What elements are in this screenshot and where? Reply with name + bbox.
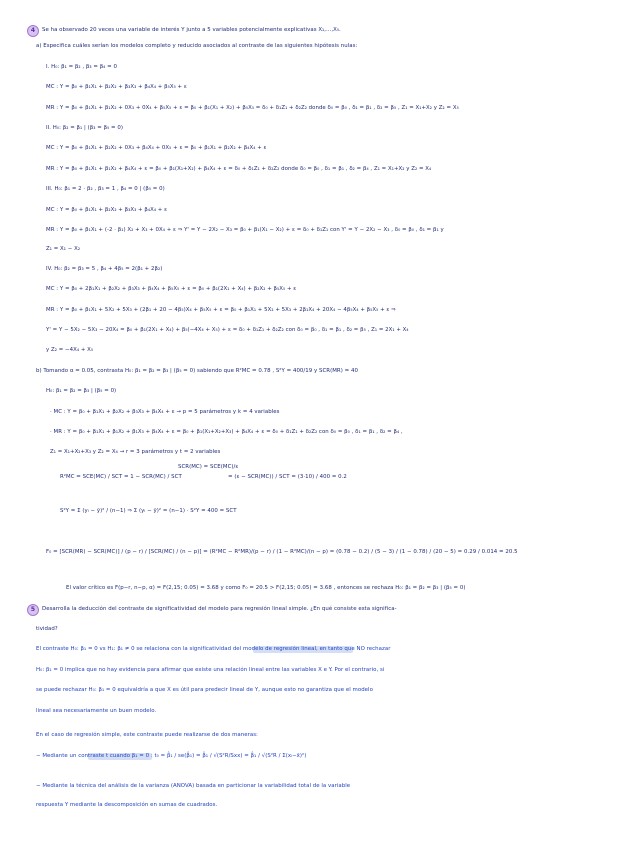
hyp-IV-mr-line3: y Z₂ = −4X₄ + X₅ <box>46 347 94 353</box>
b-reduced-model-line1: · MR : Y = β₀ + β₁X₁ + β₁X₂ + β₁X₃ + β₄X₄ + ε = β₀ + β₁(X₁+X₂+X₃) + β₄X₄ + ε = δ₀ + δ₁Z₁ + δ₂Z₂ con δ₀ = β₀ , δ₁ = β₁ , δ₂ = β₄ , <box>50 429 403 435</box>
q5-method-anova-line2: respuesta Y mediante la descomposición en sumas de cuadrados. <box>36 802 218 808</box>
b-complete-model: · MC : Y = β₀ + β₁X₁ + β₂X₂ + β₃X₃ + β₄X₄ + ε → p = 5 parámetros y k = 4 variables <box>50 409 280 415</box>
b-r2-left: R²MC = SCE(MC) / SCT = 1 − SCR(MC) / SCT <box>60 474 182 480</box>
q5-answer-line4: lineal sea necesariamente un buen modelo. <box>36 708 157 714</box>
question-number-badge: 4 <box>27 25 39 37</box>
q5-answer-line2: H₀: β₁ = 0 implica que no hay evidencia para afirmar que existe una relación lineal entre las variables X e Y. Por el contrario, si <box>36 667 385 673</box>
hyp-III-mr-line2: Z₁ = X₁ − X₂ <box>46 246 81 252</box>
hyp-III-mr-line1: MR : Y = β₀ + β₁X₁ + (-2 · β₁) X₂ + X₃ + 0X₄ + ε ⇒ Y' = Y − 2X₂ − X₃ = β₀ + β₁(X₁ − X₂) + ε = δ₀ + δ₁Z₁ con Y' = Y − 2X₂ − X₃ , δ₀ = β₀ , δ₁ = β₁ y <box>46 227 444 233</box>
b-f-statistic: F₀ = [SCR(MR) − SCR(MC)] / (p − r) / [SCR(MC) / (n − p)] = (R²MC − R²MR)/(p − r) / (1 − R²MC)/(n − p) = (0.78 − 0.2) / (5 − 3) / (1 − 0.78) / (20 − 5) = 0.29 / 0.014 = 20.5 <box>46 549 518 555</box>
q5-title-line1: Desarrolla la deducción del contraste de significatividad del modelo para regresión lineal simple. ¿En qué consiste esta significa- <box>42 606 397 612</box>
q5-answer-line1: El contraste H₀: β₁ = 0 vs H₁: β₁ ≠ 0 se relaciona con la significatividad del modelo de regresión lineal, en tanto que NO rechazar <box>36 646 391 652</box>
b-conclusion: El valor crítico es F(p−r, n−p, α) = F(2,15; 0.05) = 3.68 y como F₀ = 20.5 > F(2,15; 0.05) = 3.68 , entonces se rechaza H₀: β₁ = β₂ = β₃ | (β₅ = 0) <box>66 585 466 591</box>
hyp-IV-mr-line1: MR : Y = β₀ + β₁X₁ + 5X₂ + 5X₃ + (2β₁ + 20 − 4β₅)X₄ + β₅X₅ + ε = β₀ + β₁X₁ + 5X₂ + 5X₃ + 2β₁X₄ + 20X₄ − 4β₅X₄ + β₅X₅ + ε ⇒ <box>46 307 396 313</box>
q5-answer-line3: se puede rechazar H₀: β₁ = 0 equivaldría a que X es útil para predecir lineal de Y, aunque esto no garantiza que el modelo <box>36 687 373 693</box>
b-r2-right: = (ε − SCR(MC)) / SCT = (3·10) / 400 = 0.2 <box>228 474 347 480</box>
hyp-II-mc: MC : Y = β₀ + β₁X₁ + β₂X₂ + 0X₃ + β₄X₄ + 0X₅ + ε = β₀ + β₁X₁ + β₂X₂ + β₄X₄ + ε <box>46 145 267 151</box>
hyp-IV-mc: MC : Y = β₀ + 2β₁X₁ + β₂X₂ + β₃X₃ + β₄X₄ + β₅X₅ + ε = β₀ + β₁(2X₁ + X₄) + β₂X₂ + β₅X₅ + ε <box>46 286 297 292</box>
hyp-III-mc: MC : Y = β₀ + β₁X₁ + β₂X₂ + β₃X₃ + β₄X₄ + ε <box>46 207 168 213</box>
hyp-I-heading: I. H₀: β₁ = β₂ , β₃ = β₄ = 0 <box>46 64 117 70</box>
b-null-hypothesis: H₀: β₁ = β₂ = β₃ | (β₅ = 0) <box>46 388 117 394</box>
hyp-I-mc: MC : Y = β₀ + β₁X₁ + β₂X₂ + β₃X₃ + β₄X₄ + β₅X₅ + ε <box>46 84 187 90</box>
q4-part-b: b) Tomando α = 0.05, contrasta H₀: β₁ = β₂ = β₃ | (β₅ = 0) sabiendo que R²MC = 0.78 , S²Y = 400/19 y SCR(MR) = 40 <box>36 368 358 374</box>
b-sy-formula: S²Y = Σ (yᵢ − ȳ)² / (n−1) ⇒ Σ (yᵢ − ȳ)² = (n−1) · S²Y = 400 = SCT <box>60 508 237 514</box>
hyp-IV-heading: IV. H₀: β₂ = β₃ = 5 , β₄ + 4β₅ = 2(β₁ + 2β₂) <box>46 266 163 272</box>
b-r2-note: SCR(MC) = SCE(MC)/ε <box>178 464 239 470</box>
q5-title-line2: tividad? <box>36 626 58 632</box>
question-number-badge: 5 <box>27 604 39 616</box>
q5-methods-intro: En el caso de regresión simple, este contraste puede realizarse de dos maneras: <box>36 732 258 738</box>
hyp-IV-mr-line2: Y' = Y − 5X₂ − 5X₃ − 20X₄ = β₀ + β₁(2X₁ + X₄) + β₅(−4X₄ + X₅) + ε = δ₀ + δ₁Z₁ + δ₂Z₂ con δ₀ = β₀ , δ₁ = β₁ , δ₂ = β₅ , Z₁ = 2X₁ + X₄ <box>46 327 409 333</box>
q5-method-anova-line1: − Mediante la técnica del análisis de la varianza (ANOVA) basada en particionar la variabilidad total de la variable <box>36 783 351 789</box>
hyp-III-heading: III. H₀: β₁ = 2 · β₂ , β₃ = 1 , β₄ = 0 | (β₅ = 0) <box>46 186 165 192</box>
q4-part-a: a) Especifica cuáles serían los modelos completo y reducido asociados al contraste de las siguientes hipótesis nulas: <box>36 43 358 49</box>
b-reduced-model-line2: Z₁ = X₁+X₂+X₃ y Z₂ = X₄ → r = 3 parámetros y t = 2 variables <box>50 449 221 455</box>
q5-method-t-test: − Mediante un contraste t cuando β₁ = 0 : t₀ = β̂₁ / se(β̂₁) = β̂₁ / √(S²R/Sxx) = β̂₁ / √(S²R / Σ(xᵢ−x̄)²) <box>36 753 307 759</box>
hyp-II-mr: MR : Y = β₀ + β₁X₁ + β₁X₂ + β₄X₄ + ε = β₀ + β₁(X₁+X₂) + β₄X₄ + ε = δ₀ + δ₁Z₁ + δ₂Z₂ donde δ₀ = β₀ , δ₁ = β₁ , δ₂ = β₄ , Z₁ = X₁+X₂ y Z₂ = X₄ <box>46 166 432 172</box>
q4-intro: Se ha observado 20 veces una variable de interés Y junto a 5 variables potencialmente explicativas X₁,...,X₅. <box>42 27 341 33</box>
hyp-I-mr: MR : Y = β₀ + β₁X₁ + β₁X₂ + 0X₃ + 0X₄ + β₅X₅ + ε = β₀ + β₁(X₁ + X₂) + β₅X₅ = δ₀ + δ₁Z₁ + δ₂Z₂ donde δ₀ = β₀ , δ₁ = β₁ , δ₂ = β₅ , Z₁ = X₁+X₂ y Z₂ = X₅ <box>46 105 459 111</box>
hyp-II-heading: II. H₀: β₂ = β₁ | (β₃ = β₅ = 0) <box>46 125 124 131</box>
